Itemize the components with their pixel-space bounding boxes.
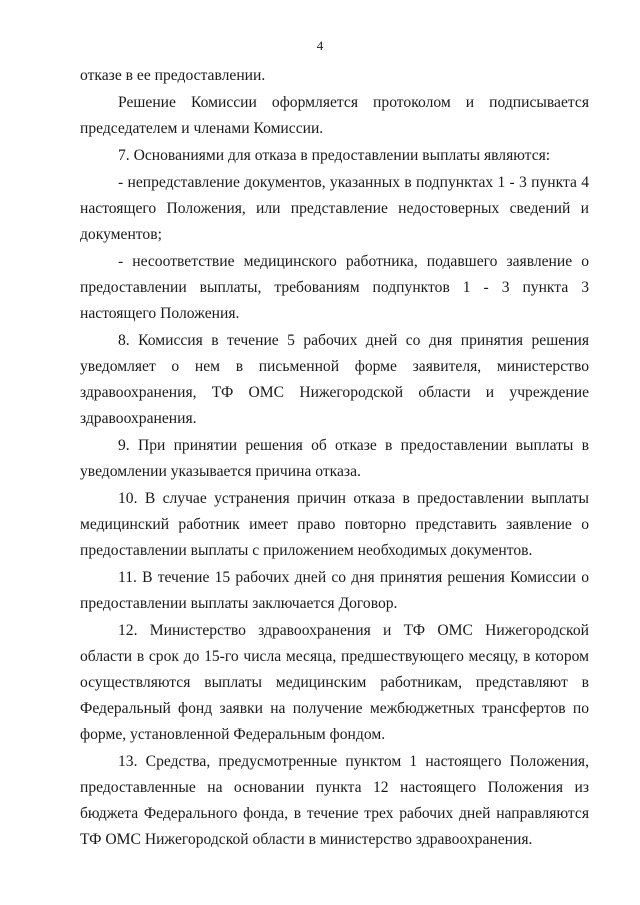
paragraph-10: 10. В случае устранения причин отказа в предоставлении выплаты медицинский работник имеет право повторно представить заявление о предоставлении выплаты с приложением необходимых документов.	[80, 490, 589, 559]
paragraph-continuation: отказе в ее предоставлении.	[80, 67, 266, 84]
document-body	[80, 63, 589, 854]
paragraph-8: 8. Комиссия в течение 5 рабочих дней со дня принятия решения уведомляет о нем в письменной форме заявителя, министерство здравоохранения, ТФ ОМС Нижегородской области и учреждение здравоохранения.	[80, 332, 589, 427]
paragraph-11: 11. В течение 15 рабочих дней со дня принятия решения Комиссии о предоставлении выплаты заключается Договор.	[80, 569, 589, 612]
paragraph-9: 9. При принятии решения об отказе в предоставлении выплаты в уведомлении указывается причина отказа.	[80, 437, 589, 480]
paragraph-13: 13. Средства, предусмотренные пунктом 1 настоящего Положения, предоставленные на основании пункта 12 настоящего Положения из бюджета Федерального фонда, в течение трех рабочих дней направляются ТФ ОМС Нижегородской области в министерство здравоохранения.	[80, 753, 589, 848]
paragraph-7: 7. Основаниями для отказа в предоставлении выплаты являются:	[118, 147, 551, 164]
page-number: 4	[316, 38, 324, 53]
paragraph-12: 12. Министерство здравоохранения и ТФ ОМС Нижегородской области в срок до 15-го числа месяца, предшествующего месяцу, в котором осуществляются выплаты медицинским работникам, представляют в Федеральный фонд заявки на получение межбюджетных трансфертов по форме, установленной Федеральным фондом.	[80, 622, 589, 743]
paragraph-7-item-1: - непредставление документов, указанных в подпунктах 1 - 3 пункта 4 настоящего Положения, или представление недостоверных сведений и документов;	[80, 174, 589, 243]
paragraph-7-item-2: - несоответствие медицинского работника, подавшего заявление о предоставлении выплаты, требованиям подпунктов 1 - 3 пункта 3 настоящего Положения.	[80, 253, 589, 322]
paragraph-decision: Решение Комиссии оформляется протоколом и подписывается председателем и членами Комиссии.	[80, 94, 589, 137]
